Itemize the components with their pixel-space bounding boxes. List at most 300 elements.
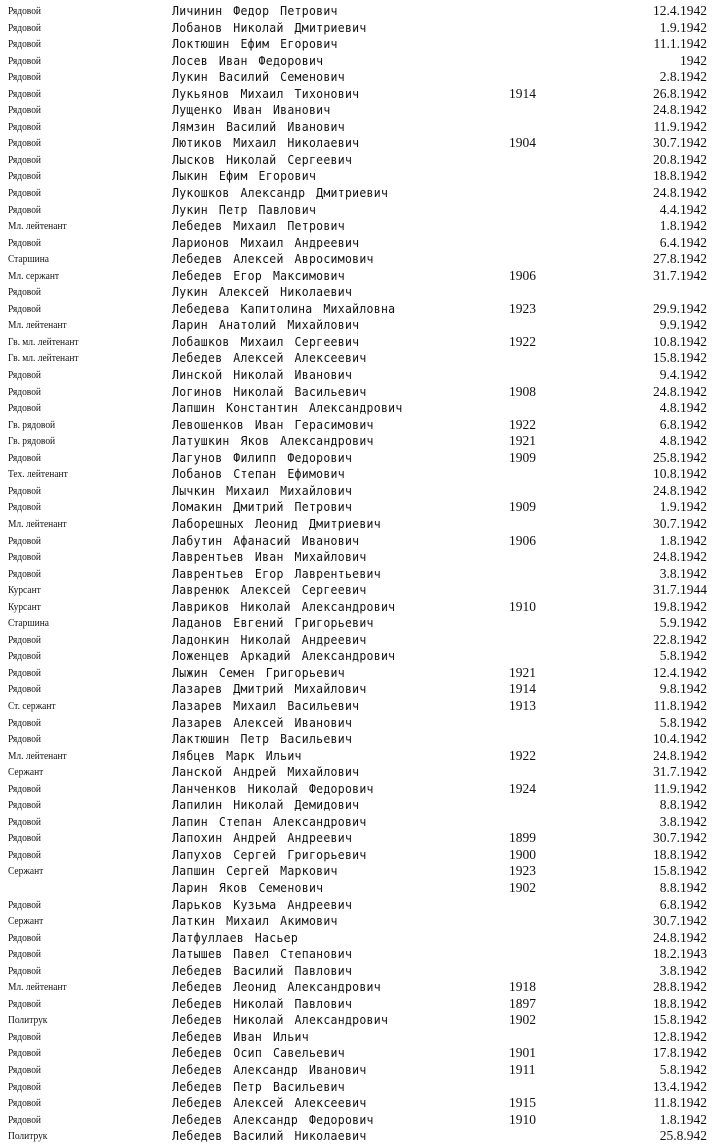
death-date: 13.4.1942 <box>653 1078 707 1094</box>
person-name: Лапшин Константин Александрович <box>172 400 403 416</box>
rank-label: Рядовой <box>8 1113 42 1126</box>
person-name: Ланченков Николай Федорович <box>172 780 374 796</box>
death-date: 26.8.1942 <box>653 85 707 101</box>
rank-label: Старшина <box>8 617 49 630</box>
rank-label: Рядовой <box>8 666 42 679</box>
death-date: 6.4.1942 <box>659 234 707 250</box>
person-name: Лущенко Иван Иванович <box>172 102 331 118</box>
list-item <box>0 996 713 1013</box>
death-date: 8.8.1942 <box>659 879 707 895</box>
person-name: Лютиков Михаил Николаевич <box>172 135 360 151</box>
death-date: 4.8.1942 <box>659 433 707 449</box>
list-item <box>0 20 713 37</box>
list-item <box>0 1112 713 1129</box>
person-name: Лазарев Михаил Васильевич <box>172 697 360 713</box>
person-name: Лукин Василий Семенович <box>172 69 345 85</box>
birth-year: 1899 <box>509 830 536 846</box>
death-date: 5.8.1942 <box>659 714 707 730</box>
birth-year: 1910 <box>509 1111 536 1127</box>
person-name: Логинов Николай Васильевич <box>172 383 367 399</box>
death-date: 18.2.1943 <box>653 946 707 962</box>
list-item <box>0 946 713 963</box>
rank-label: Рядовой <box>8 87 42 100</box>
list-item <box>0 102 713 119</box>
list-item <box>0 1095 713 1112</box>
birth-year: 1922 <box>509 333 536 349</box>
list-item <box>0 599 713 616</box>
death-date: 30.7.1942 <box>653 135 707 151</box>
death-date: 24.8.1942 <box>653 549 707 565</box>
death-date: 11.8.1942 <box>653 1095 707 1111</box>
rank-label: Рядовой <box>8 385 42 398</box>
list-item <box>0 135 713 152</box>
rank-label: Рядовой <box>8 484 42 497</box>
birth-year: 1921 <box>509 433 536 449</box>
death-date: 2.8.1942 <box>659 69 707 85</box>
rank-label: Политрук <box>8 1130 48 1143</box>
death-date: 31.7.1944 <box>653 582 707 598</box>
death-date: 25.8.1942 <box>653 449 707 465</box>
birth-year: 1900 <box>509 846 536 862</box>
death-date: 24.8.1942 <box>653 185 707 201</box>
list-item <box>0 781 713 798</box>
rank-label: Ст. сержант <box>8 699 56 712</box>
person-name: Лавренюк Алексей Сергеевич <box>172 582 367 598</box>
death-date: 5.9.1942 <box>659 615 707 631</box>
list-item <box>0 979 713 996</box>
rank-label: Тех. лейтенант <box>8 468 68 481</box>
rank-label: Политрук <box>8 1014 48 1027</box>
rank-label: Рядовой <box>8 104 42 117</box>
rank-label: Гв. рядовой <box>8 418 56 431</box>
death-date: 24.8.1942 <box>653 482 707 498</box>
death-date: 8.8.1942 <box>659 797 707 813</box>
birth-year: 1913 <box>509 697 536 713</box>
birth-year: 1909 <box>509 449 536 465</box>
person-name: Лебедев Осип Савельевич <box>172 1045 345 1061</box>
list-item <box>0 516 713 533</box>
person-name: Лагунов Филипп Федорович <box>172 449 353 465</box>
death-date: 5.8.1942 <box>659 648 707 664</box>
person-name: Ладонкин Николай Андреевич <box>172 631 367 647</box>
death-date: 25.8.942 <box>659 1128 707 1144</box>
death-date: 9.8.1942 <box>659 681 707 697</box>
birth-year: 1914 <box>509 681 536 697</box>
death-date: 1.8.1942 <box>659 532 707 548</box>
list-item <box>0 53 713 70</box>
list-item <box>0 483 713 500</box>
casualty-list <box>0 3 713 1145</box>
death-date: 15.8.1942 <box>653 863 707 879</box>
birth-year: 1906 <box>509 267 536 283</box>
rank-label: Сержант <box>8 766 44 779</box>
person-name: Лебедев Алексей Авросимович <box>172 251 374 267</box>
list-item <box>0 632 713 649</box>
rank-label: Рядовой <box>8 997 42 1010</box>
person-name: Лукин Алексей Николаевич <box>172 284 353 300</box>
death-date: 28.8.1942 <box>653 979 707 995</box>
birth-year: 1904 <box>509 135 536 151</box>
list-item <box>0 384 713 401</box>
person-name: Латфуллаев Насьер <box>172 929 299 945</box>
death-date: 24.8.1942 <box>653 102 707 118</box>
person-name: Левошенков Иван Герасимович <box>172 416 374 432</box>
person-name: Лебедев Леонид Александрович <box>172 979 381 995</box>
rank-label: Гв. мл. лейтенант <box>8 335 79 348</box>
person-name: Лапин Степан Александрович <box>172 813 367 829</box>
death-date: 11.8.1942 <box>653 697 707 713</box>
list-item <box>0 499 713 516</box>
death-date: 3.8.1942 <box>659 962 707 978</box>
person-name: Лебедев Алексей Алексеевич <box>172 350 367 366</box>
death-date: 9.4.1942 <box>659 367 707 383</box>
list-item <box>0 251 713 268</box>
list-item <box>0 681 713 698</box>
list-item <box>0 185 713 202</box>
list-item <box>0 913 713 930</box>
person-name: Лазарев Дмитрий Михайлович <box>172 681 367 697</box>
person-name: Лабутин Афанасий Иванович <box>172 532 360 548</box>
death-date: 1942 <box>680 52 707 68</box>
person-name: Лебедев Иван Ильич <box>172 1028 309 1044</box>
rank-label: Сержант <box>8 915 44 928</box>
person-name: Лебедев Егор Максимович <box>172 267 345 283</box>
rank-label: Рядовой <box>8 898 42 911</box>
birth-year: 1897 <box>509 995 536 1011</box>
person-name: Лябцев Марк Ильич <box>172 747 302 763</box>
rank-label: Рядовой <box>8 5 42 17</box>
rank-label: Рядовой <box>8 302 42 315</box>
rank-label: Мл. лейтенант <box>8 749 67 762</box>
death-date: 27.8.1942 <box>653 251 707 267</box>
birth-year: 1923 <box>509 863 536 879</box>
list-item <box>0 764 713 781</box>
person-name: Личинин Федор Петрович <box>172 3 338 18</box>
death-date: 3.8.1942 <box>659 565 707 581</box>
list-item <box>0 268 713 285</box>
rank-label: Рядовой <box>8 964 42 977</box>
death-date: 10.8.1942 <box>653 333 707 349</box>
list-item <box>0 119 713 136</box>
person-name: Лебедев Алексей Алексеевич <box>172 1095 367 1111</box>
rank-label: Рядовой <box>8 683 42 696</box>
birth-year: 1902 <box>509 879 536 895</box>
rank-label: Мл. лейтенант <box>8 220 67 233</box>
list-item <box>0 665 713 682</box>
death-date: 24.8.1942 <box>653 747 707 763</box>
death-date: 1.8.1942 <box>659 218 707 234</box>
rank-label: Рядовой <box>8 54 42 67</box>
death-date: 24.8.1942 <box>653 383 707 399</box>
death-date: 6.8.1942 <box>659 416 707 432</box>
rank-label: Рядовой <box>8 1064 42 1076</box>
list-item <box>0 814 713 831</box>
person-name: Локтюшин Ефим Егорович <box>172 36 338 52</box>
death-date: 31.7.1942 <box>653 267 707 283</box>
death-date: 11.9.1942 <box>653 118 707 134</box>
list-item <box>0 417 713 434</box>
death-date: 3.8.1942 <box>659 813 707 829</box>
rank-label: Гв. мл. лейтенант <box>8 352 79 365</box>
person-name: Лебедева Капитолина Михайловна <box>172 300 396 316</box>
death-date: 30.7.1942 <box>653 913 707 929</box>
list-item <box>0 1062 713 1079</box>
birth-year: 1915 <box>509 1095 536 1111</box>
death-date: 5.8.1942 <box>659 1062 707 1077</box>
rank-label: Рядовой <box>8 799 42 812</box>
person-name: Лебедев Александр Иванович <box>172 1062 367 1077</box>
death-date: 12.8.1942 <box>653 1028 707 1044</box>
person-name: Лапшин Сергей Маркович <box>172 863 338 879</box>
person-name: Ложенцев Аркадий Александрович <box>172 648 396 664</box>
rank-label: Рядовой <box>8 567 42 580</box>
list-item <box>0 202 713 219</box>
birth-year: 1901 <box>509 1045 536 1061</box>
list-item <box>0 715 713 732</box>
list-item <box>0 731 713 748</box>
person-name: Ларьков Кузьма Андреевич <box>172 896 353 912</box>
list-item <box>0 168 713 185</box>
person-name: Лобашков Михаил Сергеевич <box>172 333 360 349</box>
list-item <box>0 963 713 980</box>
death-date: 9.9.1942 <box>659 317 707 333</box>
rank-label: Рядовой <box>8 931 42 944</box>
person-name: Латкин Михаил Акимович <box>172 913 338 929</box>
person-name: Лавриков Николай Александрович <box>172 598 396 614</box>
death-date: 1.8.1942 <box>659 1111 707 1127</box>
birth-year: 1908 <box>509 383 536 399</box>
list-item <box>0 3 713 20</box>
death-date: 19.8.1942 <box>653 598 707 614</box>
rank-label: Рядовой <box>8 551 42 564</box>
list-item <box>0 466 713 483</box>
death-date: 4.4.1942 <box>659 201 707 217</box>
person-name: Ларионов Михаил Андреевич <box>172 234 360 250</box>
rank-label: Рядовой <box>8 534 42 547</box>
birth-year: 1906 <box>509 532 536 548</box>
rank-label: Рядовой <box>8 716 42 729</box>
person-name: Лаврентьев Егор Лаврентьевич <box>172 565 381 581</box>
rank-label: Рядовой <box>8 71 42 84</box>
death-date: 4.8.1942 <box>659 400 707 416</box>
death-date: 18.8.1942 <box>653 995 707 1011</box>
birth-year: 1918 <box>509 979 536 995</box>
list-item <box>0 334 713 351</box>
rank-label: Мл. сержант <box>8 269 60 282</box>
list-item <box>0 235 713 252</box>
rank-label: Рядовой <box>8 153 42 166</box>
list-item <box>0 863 713 880</box>
person-name: Лаборешных Леонид Дмитриевич <box>172 515 381 531</box>
person-name: Лукьянов Михаил Тихонович <box>172 85 360 101</box>
rank-label: Рядовой <box>8 187 42 200</box>
birth-year: 1922 <box>509 416 536 432</box>
rank-label: Рядовой <box>8 733 42 746</box>
birth-year: 1922 <box>509 747 536 763</box>
list-item <box>0 152 713 169</box>
list-item <box>0 1128 713 1145</box>
list-item <box>0 367 713 384</box>
list-item <box>0 549 713 566</box>
person-name: Лаврентьев Иван Михайлович <box>172 549 367 565</box>
person-name: Ладанов Евгений Григорьевич <box>172 615 374 631</box>
list-item <box>0 880 713 897</box>
rank-label: Рядовой <box>8 286 42 299</box>
person-name: Лебедев Александр Федорович <box>172 1111 374 1127</box>
list-item <box>0 533 713 550</box>
list-item <box>0 566 713 583</box>
person-name: Лактюшин Петр Васильевич <box>172 731 353 747</box>
person-name: Ларин Яков Семенович <box>172 879 324 895</box>
death-date: 20.8.1942 <box>653 151 707 167</box>
list-item <box>0 615 713 632</box>
birth-year: 1902 <box>509 1012 536 1028</box>
death-date: 18.8.1942 <box>653 846 707 862</box>
list-item <box>0 284 713 301</box>
rank-label: Рядовой <box>8 1080 42 1093</box>
rank-label: Рядовой <box>8 369 42 382</box>
death-date: 31.7.1942 <box>653 764 707 780</box>
list-item <box>0 1029 713 1046</box>
list-item <box>0 433 713 450</box>
person-name: Ланской Андрей Михайлович <box>172 764 360 780</box>
list-item <box>0 317 713 334</box>
death-date: 10.8.1942 <box>653 466 707 482</box>
list-item <box>0 69 713 86</box>
person-name: Лапилин Николай Демидович <box>172 797 360 813</box>
person-name: Лебедев Николай Александрович <box>172 1012 389 1028</box>
rank-label: Курсант <box>8 600 41 613</box>
rank-label: Сержант <box>8 865 44 878</box>
rank-label: Рядовой <box>8 1047 42 1060</box>
birth-year: 1923 <box>509 300 536 316</box>
rank-label: Рядовой <box>8 832 42 845</box>
rank-label: Старшина <box>8 253 49 266</box>
list-item <box>0 847 713 864</box>
person-name: Лебедев Василий Николаевич <box>172 1128 367 1144</box>
person-name: Латушкин Яков Александрович <box>172 433 374 449</box>
list-item <box>0 830 713 847</box>
list-item <box>0 930 713 947</box>
person-name: Лобанов Степан Ефимович <box>172 466 345 482</box>
list-item <box>0 797 713 814</box>
person-name: Лямзин Василий Иванович <box>172 118 345 134</box>
person-name: Лысков Николай Сергеевич <box>172 151 353 167</box>
person-name: Лебедев Петр Васильевич <box>172 1078 345 1094</box>
death-date: 15.8.1942 <box>653 1012 707 1028</box>
list-item <box>0 218 713 235</box>
rank-label: Рядовой <box>8 451 42 464</box>
birth-year: 1911 <box>509 1062 536 1077</box>
person-name: Лебедев Николай Павлович <box>172 995 353 1011</box>
list-item <box>0 582 713 599</box>
rank-label: Мл. лейтенант <box>8 517 67 530</box>
rank-label: Рядовой <box>8 170 42 183</box>
death-date: 18.8.1942 <box>653 168 707 184</box>
rank-label: Рядовой <box>8 1030 42 1043</box>
death-date: 15.8.1942 <box>653 350 707 366</box>
person-name: Ломакин Дмитрий Петрович <box>172 499 353 515</box>
rank-label: Рядовой <box>8 137 42 150</box>
rank-label: Рядовой <box>8 815 42 828</box>
list-item <box>0 1045 713 1062</box>
list-item <box>0 450 713 467</box>
death-date: 1.9.1942 <box>659 499 707 515</box>
birth-year: 1914 <box>509 85 536 101</box>
list-item <box>0 1079 713 1096</box>
rank-label: Рядовой <box>8 236 42 249</box>
death-date: 10.4.1942 <box>653 731 707 747</box>
list-item <box>0 301 713 318</box>
person-name: Лазарев Алексей Иванович <box>172 714 353 730</box>
death-date: 29.9.1942 <box>653 300 707 316</box>
person-name: Лыжин Семен Григорьевич <box>172 664 345 680</box>
person-name: Латышев Павел Степанович <box>172 946 353 962</box>
death-date: 6.8.1942 <box>659 896 707 912</box>
rank-label: Курсант <box>8 584 41 597</box>
list-item <box>0 748 713 765</box>
rank-label: Рядовой <box>8 501 42 514</box>
rank-label: Рядовой <box>8 402 42 415</box>
rank-label: Рядовой <box>8 38 42 51</box>
person-name: Лапухов Сергей Григорьевич <box>172 846 367 862</box>
person-name: Лукошков Александр Дмитриевич <box>172 185 389 201</box>
list-item <box>0 400 713 417</box>
person-name: Лыкин Ефим Егорович <box>172 168 317 184</box>
list-item <box>0 897 713 914</box>
list-item <box>0 698 713 715</box>
rank-label: Рядовой <box>8 633 42 646</box>
death-date: 24.8.1942 <box>653 929 707 945</box>
list-item <box>0 86 713 103</box>
rank-label: Рядовой <box>8 21 42 34</box>
rank-label: Рядовой <box>8 848 42 861</box>
death-date: 22.8.1942 <box>653 631 707 647</box>
rank-label: Мл. лейтенант <box>8 319 67 332</box>
person-name: Линской Николай Иванович <box>172 367 353 383</box>
death-date: 11.9.1942 <box>653 780 707 796</box>
person-name: Лебедев Михаил Петрович <box>172 218 345 234</box>
death-date: 30.7.1942 <box>653 830 707 846</box>
person-name: Лосев Иван Федорович <box>172 52 324 68</box>
rank-label: Мл. лейтенант <box>8 981 67 994</box>
list-item <box>0 36 713 53</box>
list-item <box>0 350 713 367</box>
rank-label: Рядовой <box>8 120 42 133</box>
list-item <box>0 648 713 665</box>
rank-label: Рядовой <box>8 1097 42 1110</box>
death-date: 1.9.1942 <box>659 19 707 35</box>
death-date: 17.8.1942 <box>653 1045 707 1061</box>
birth-year: 1924 <box>509 780 536 796</box>
rank-label: Рядовой <box>8 782 42 795</box>
death-date: 12.4.1942 <box>653 3 707 18</box>
list-item <box>0 1012 713 1029</box>
person-name: Ларин Анатолий Михайлович <box>172 317 360 333</box>
birth-year: 1909 <box>509 499 536 515</box>
death-date: 30.7.1942 <box>653 515 707 531</box>
birth-year: 1921 <box>509 664 536 680</box>
rank-label: Рядовой <box>8 203 42 216</box>
person-name: Лычкин Михаил Михайлович <box>172 482 353 498</box>
person-name: Лапохин Андрей Андреевич <box>172 830 353 846</box>
rank-label: Гв. рядовой <box>8 435 56 448</box>
person-name: Лобанов Николай Дмитриевич <box>172 19 367 35</box>
death-date: 11.1.1942 <box>653 36 707 52</box>
birth-year: 1910 <box>509 598 536 614</box>
rank-label: Рядовой <box>8 650 42 663</box>
person-name: Лукин Петр Павлович <box>172 201 317 217</box>
